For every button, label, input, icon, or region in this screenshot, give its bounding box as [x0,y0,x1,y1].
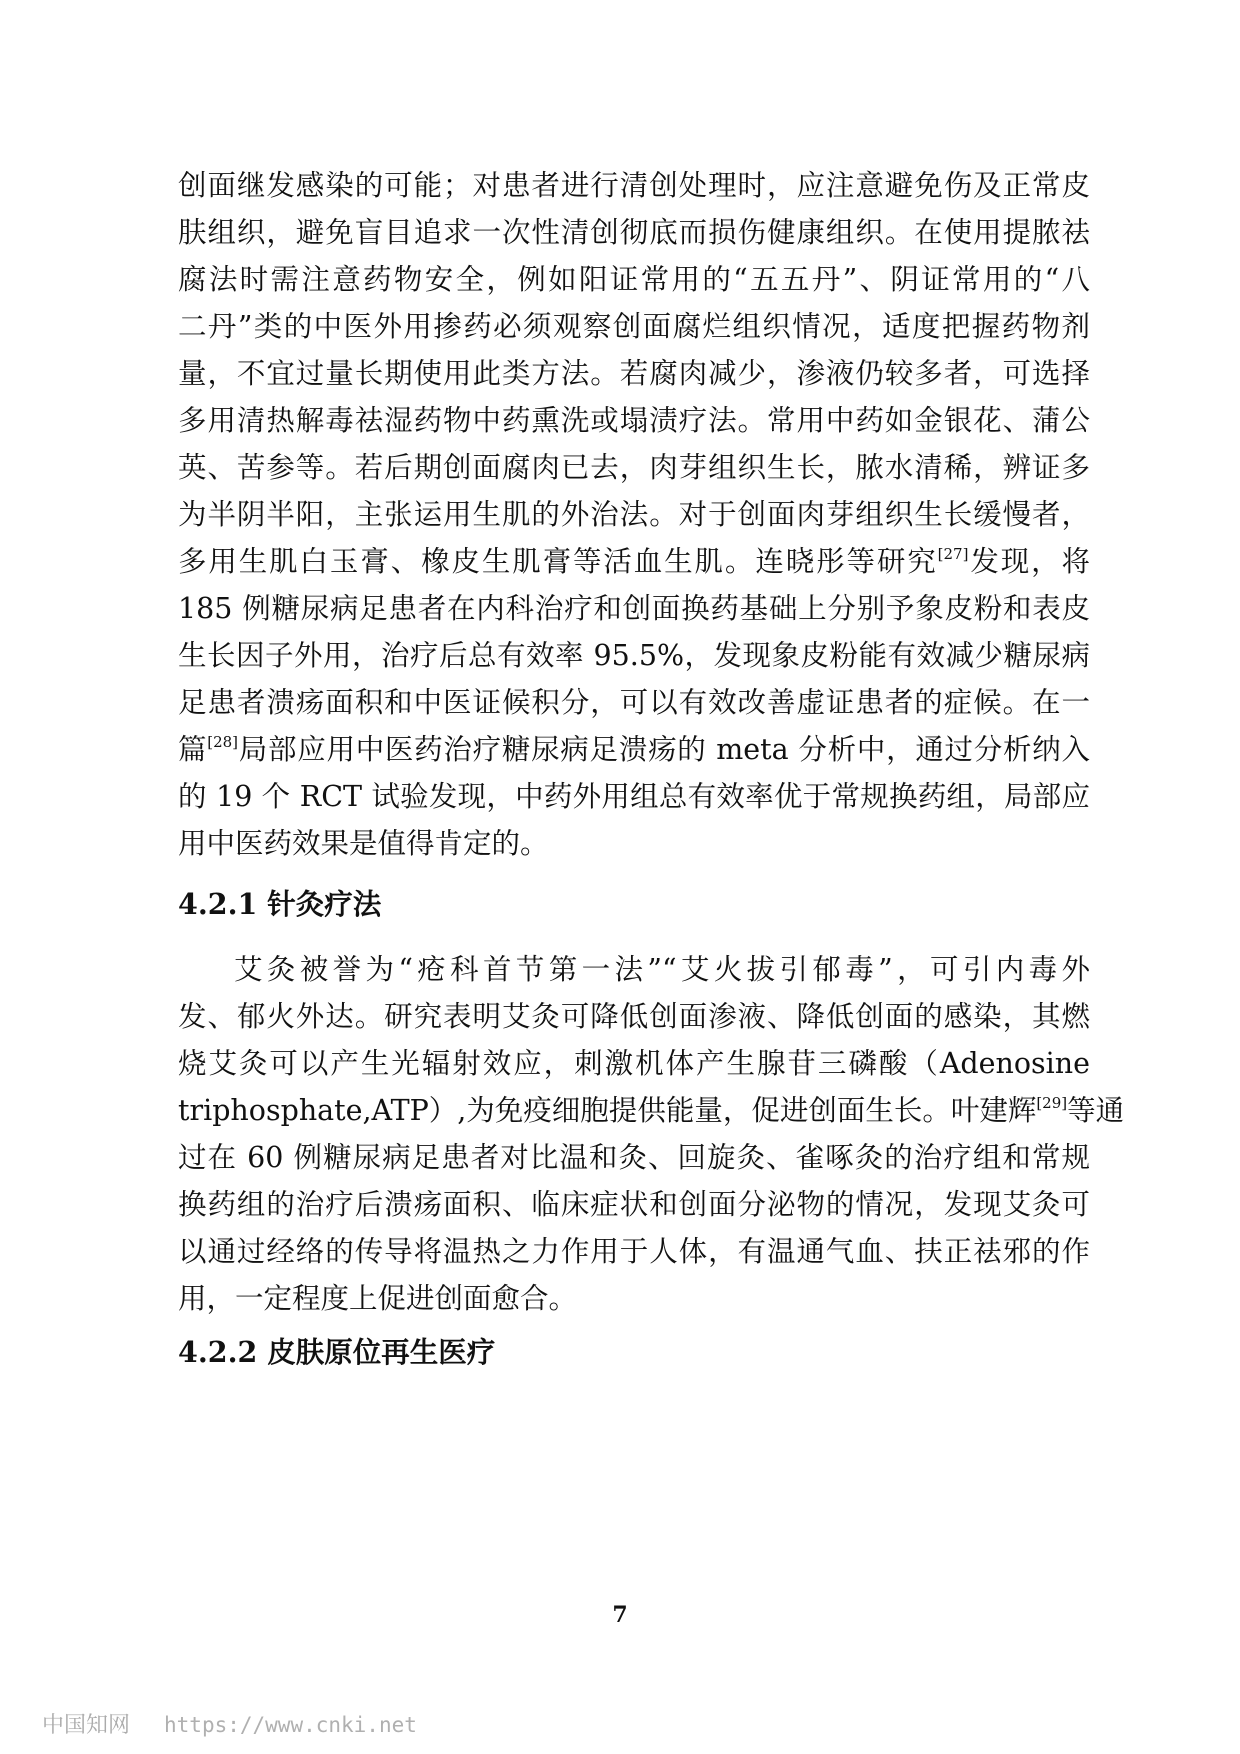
body-text-line: 足患者溃疡面积和中医证候积分，可以有效改善虚证患者的症候。在一 [178,686,1090,719]
section-heading: 4.2.1 针灸疗法 [178,887,382,921]
body-text-line: 二丹”类的中医外用掺药必须观察创面腐烂组织情况，适度把握药物剂 [178,310,1090,343]
watermark-url: https://www.cnki.net [164,1713,417,1737]
body-text-line: 生长因子外用，治疗后总有效率 95.5%，发现象皮粉能有效减少糖尿病 [178,639,1090,672]
body-text-line: 发、郁火外达。研究表明艾灸可降低创面渗液、降低创面的感染，其燃 [178,1000,1090,1033]
body-text-line: 烧艾灸可以产生光辐射效应，刺激机体产生腺苷三磷酸（Adenosine [178,1047,1090,1080]
body-text-line: 过在 60 例糖尿病足患者对比温和灸、回旋灸、雀啄灸的治疗组和常规 [178,1141,1090,1174]
body-text-line: 艾灸被誉为“疮科首节第一法”“艾火拔引郁毒”，可引内毒外 [234,953,1090,986]
citation-ref: [28] [207,733,239,751]
text-segment: 发现，将 [968,545,1090,578]
body-text-line: 腐法时需注意药物安全，例如阳证常用的“五五丹”、阴证常用的“八 [178,263,1090,296]
text-segment: 篇 [178,733,208,766]
page-number: 7 [612,1602,628,1628]
body-text-line: 用，一定程度上促进创面愈合。 [178,1282,578,1315]
text-segment: 局部应用中医药治疗糖尿病足溃疡的 meta 分析中，通过分析纳入 [238,733,1090,766]
section-heading: 4.2.2 皮肤原位再生医疗 [178,1335,496,1369]
citation-ref: [29] [1036,1094,1068,1112]
body-text-line: 多用清热解毒祛湿药物中药熏洗或塌渍疗法。常用中药如金银花、蒲公 [178,404,1090,437]
body-text-line: 肤组织，避免盲目追求一次性清创彻底而损伤健康组织。在使用提脓祛 [178,216,1090,249]
body-text-line: 185 例糖尿病足患者在内科治疗和创面换药基础上分别予象皮粉和表皮 [178,592,1090,625]
body-text-line: 用中医药效果是值得肯定的。 [178,827,549,860]
body-text-line: 的 19 个 RCT 试验发现，中药外用组总有效率优于常规换药组，局部应 [178,780,1090,813]
body-text-line: 为半阴半阳，主张运用生肌的外治法。对于创面肉芽组织生长缓慢者， [178,498,1090,531]
watermark-brand: 中国知网 [42,1713,131,1738]
body-text-line: 量，不宜过量长期使用此类方法。若腐肉减少，渗液仍较多者，可选择 [178,357,1090,390]
text-segment: 等通 [1067,1094,1125,1127]
text-segment: 多用生肌白玉膏、橡皮生肌膏等活血生肌。连晓彤等研究 [178,545,938,578]
body-text-line: 以通过经络的传导将温热之力作用于人体，有温通气血、扶正祛邪的作 [178,1235,1090,1268]
citation-ref: [27] [937,545,969,563]
text-segment: triphosphate,ATP）,为免疫细胞提供能量，促进创面生长。叶建辉 [178,1094,1037,1127]
source-watermark [42,1708,417,1739]
body-text-line: 换药组的治疗后溃疡面积、临床症状和创面分泌物的情况，发现艾灸可 [178,1188,1090,1221]
body-text-line: 创面继发感染的可能；对患者进行清创处理时，应注意避免伤及正常皮 [178,169,1090,202]
body-text-line: 英、苦参等。若后期创面腐肉已去，肉芽组织生长，脓水清稀，辨证多 [178,451,1090,484]
